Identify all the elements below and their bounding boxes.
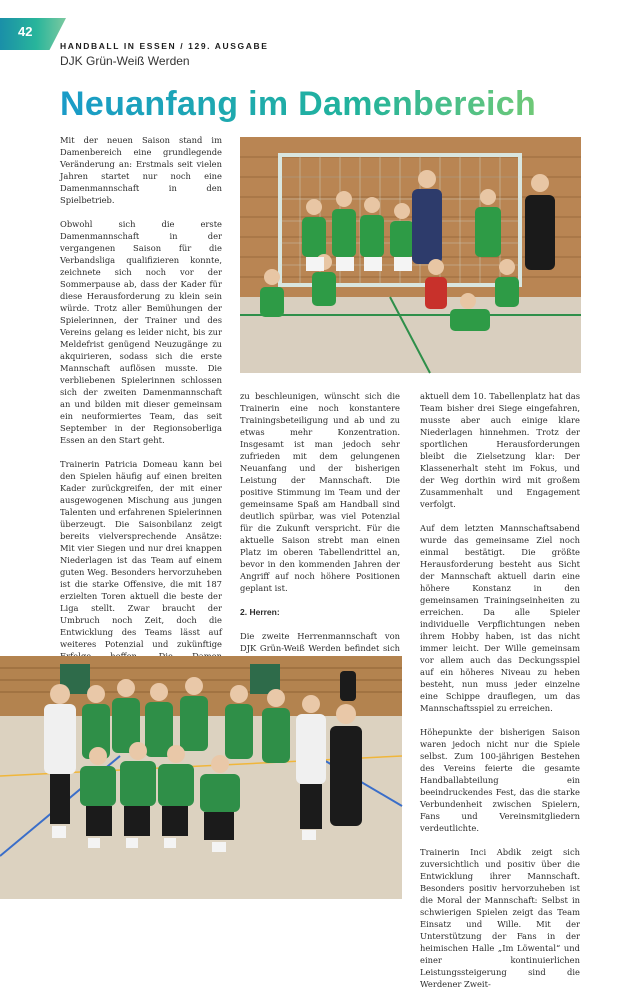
paragraph: Trainerin Inci Abdik zeigt sich zuversichtlich und positiv über die Entwicklung ihrer Mannschaft. Besonders positiv hervorzuheben ist die Moral der Mannschaft: Selbst in schwierigen Spielen zeigt das Team Einsatz und Wille. Mit der Unterstützung der Fans in der heimischen Halle „Im Löwental“ und einer kontinuierlichen Leistungssteigerung sind die Werdener Zweit- bbox=[420, 847, 580, 989]
paragraph: aktuell dem 10. Tabellenplatz hat das Team bisher drei Siege eingefahren, musste aber auch einige klare Niederlagen hinnehmen. Trotz der sportlichen Herausforderungen bleibt die Zielsetzung klar: Der Klassenerhalt steht im Fokus, und der Weg dorthin wird mit großem Zusammenhalt und Engagement verfolgt. bbox=[420, 391, 580, 509]
paragraph: Mit der neuen Saison stand im Damenbereich eine grundlegende Veränderung an: Erstmals seit vielen Jahren startet nur noch eine Damenmannschaft in den Spielbetrieb. bbox=[60, 135, 222, 205]
paragraph: Trainerin Patricia Domeau kann bei den Spielen häufig auf einen breiten Kader zurückgreifen, der mit einer ausgewogenen Mischung aus jungen Talenten und erfahrenen Spielerinnen überzeugt. Die Saisonbilanz zeigt bereits vielversprechende Ansätze: Mit vier Siegen und nur drei knappen Niederlagen ist das Team auf einem guten Weg. Besonders hervorzuheben ist die starke Offensive, die mit 187 erzielten Toren aktuell die beste der Liga stellt. Zwar braucht der Umbruch noch Zeit, doch die Entwicklung des Teams lässt auf weiteres Potenzial und zukünftige bbox=[60, 459, 222, 649]
article-column-2 bbox=[240, 390, 400, 690]
club-name: DJK Grün-Weiß Werden bbox=[60, 54, 190, 68]
article-title: Neuanfang im Damenbereich bbox=[60, 85, 600, 124]
article-column-3 bbox=[420, 390, 580, 990]
womens-team-photo bbox=[0, 656, 402, 899]
paragraph: Obwohl sich die erste Damenmannschaft in der vergangenen Saison für die Verbandsliga qualifizieren konnte, zeichnete sich noch vor der Sommerpause ab, dass der Kader für diese Herausforderung zu klein sein würde. Trotz aller Bemühungen der Spielerinnen, der Trainer und des Vereins gelang es leider nicht, bis zur Meldefrist genügend Neuzugänge zu akquirieren, sodass sich die erste Mannschaft auflösen musste. Die verbliebenen Spielerinnen schlossen sich der zweiten Damenmannschaft an und bilden mit dieser gemeinsam ein neuformiertes Team, das seit September in der Regionsoberliga Essen an den Start geht. bbox=[60, 219, 222, 445]
paragraph: zu beschleunigen, wünscht sich die Trainerin eine noch konstantere Trainingsbeteiligung und ab und zu etwas mehr Konzentration. Insgesamt ist man jedoch sehr zufrieden mit dem gelungenen Neuanfang und der bisherigen Leistung der Mannschaft. Die positive Stimmung im Team und der gemeinsame Spaß am Handball sind deutlich spürbar, was viel Potenzial für die Zukunft verspricht. Für die aktuelle Saison strebt man einen Platz im oberen Tabellendrittel an, bevor in den kommenden Jahren der Angriff auf noch höhere Positionen geplant ist. bbox=[240, 391, 400, 593]
paragraph: Die zweite Herrenmannschaft von DJK Grün-Weiß Werden befindet sich bbox=[240, 631, 400, 653]
section-heading: 2. Herren: bbox=[240, 607, 280, 617]
youth-team-photo bbox=[240, 137, 581, 373]
page-number-tab bbox=[0, 18, 66, 50]
paragraph: Auf dem letzten Mannschaftsabend wurde das gemeinsame Ziel noch einmal bestätigt. Die größte Herausforderung besteht aus Sicht der Mannschaft aktuell darin eine höhere Konstanz in den gemeinsamen Trainingseinheiten zu erreichen. Da alle Spieler individuelle Verpflichtungen neben ihrem Hobby haben, ist das nicht immer leicht. Der Wille gemeinsam vor allem auch das Deckungsspiel auf ein höheres Niveau zu heben besteht, nun muss jeder einzelne eine Schippe drauflegen, um das Mannschaftsspiel zu erreichen. bbox=[420, 523, 580, 713]
publication-line: HANDBALL IN ESSEN / 129. AUSGABE bbox=[60, 41, 269, 51]
page-number: 42 bbox=[18, 24, 33, 39]
paragraph: Höhepunkte der bisherigen Saison waren jedoch nicht nur die Spiele selbst. Zum 100-jährigen Bestehen des Vereins feierte die gesamte Handballabteilung ein beeindruckendes Fest, das die starke Verbundenheit zwischen Spielern, Fans und Vereinsmitgliedern verdeutlichte. bbox=[420, 727, 580, 833]
